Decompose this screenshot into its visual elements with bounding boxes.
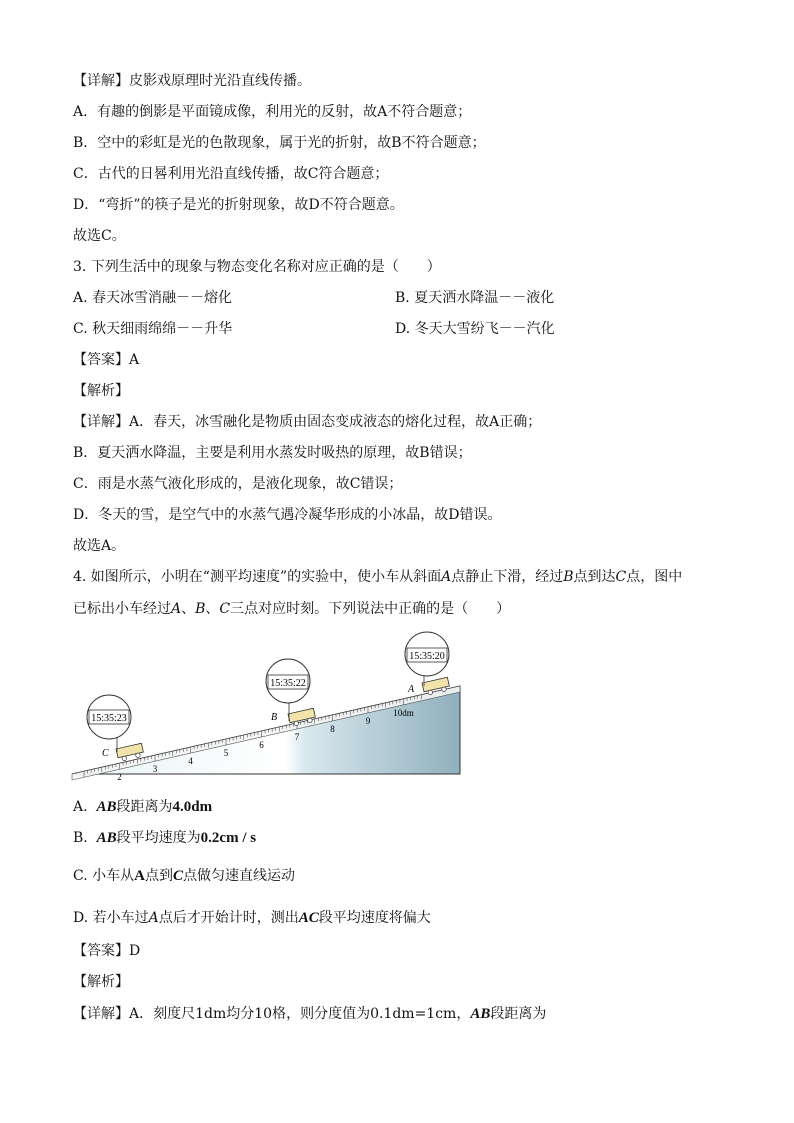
q4-analysis: 【解析】 xyxy=(73,974,129,990)
ruler-label: 2 xyxy=(117,772,122,783)
ruler-label: 6 xyxy=(259,740,264,751)
q3-conclusion: 故选A。 xyxy=(73,538,126,554)
ruler-label: 4 xyxy=(188,756,193,767)
q2-detail-d: D．“弯折”的筷子是光的折射现象，故D不符合题意。 xyxy=(73,197,404,213)
q2-detail-b: B．空中的彩虹是光的色散现象，属于光的折射，故B不符合题意； xyxy=(73,135,486,151)
clock-a xyxy=(405,632,449,676)
q2-detail-c: C．古代的日晷利用光沿直线传播，故C符合题意； xyxy=(73,166,389,182)
q4-option-d: D. 若小车过A点后才开始计时，测出AC段平均速度将偏大 xyxy=(73,910,431,926)
q2-detail-intro: 【详解】皮影戏原理时光沿直线传播。 xyxy=(73,73,311,89)
q3-detail-d: D．冬天的雪，是空气中的水蒸气遇冷凝华形成的小冰晶，故D错误。 xyxy=(73,507,502,523)
label-b: B xyxy=(271,712,278,723)
clock-b-time: 15:35:22 xyxy=(270,678,306,689)
q3-option-d: D. 冬天大雪纷飞－－汽化 xyxy=(395,321,555,337)
label-a: A xyxy=(408,684,415,695)
q3-detail-a: 【详解】A．春天，冰雪融化是物质由固态变成液态的熔化过程，故A正确； xyxy=(73,414,542,430)
label-c: C xyxy=(102,748,109,759)
q4-option-a: A. AB段距离为4.0dm xyxy=(73,799,213,815)
q2-conclusion: 故选C。 xyxy=(73,228,126,244)
clock-b xyxy=(266,659,310,703)
q3-analysis: 【解析】 xyxy=(73,383,129,399)
q3-stem: 3. 下列生活中的现象与物态变化名称对应正确的是（ ） xyxy=(73,259,441,275)
ruler-label: 3 xyxy=(152,764,158,775)
ruler-label: 7 xyxy=(294,731,300,742)
ruler-label: 9 xyxy=(365,715,371,726)
q3-option-c: C. 秋天细雨绵绵－－升华 xyxy=(73,321,233,337)
q2-detail-a: A．有趣的倒影是平面镜成像，利用光的反射，故A不符合题意； xyxy=(73,104,472,120)
q4-stem-line1: 4. 如图所示，小明在“测平均速度”的实验中，使小车从斜面A点静止下滑，经过B点到达C点，图中 xyxy=(73,569,683,585)
q3-detail-b: B．夏天洒水降温，主要是利用水蒸发时吸热的原理，故B错误； xyxy=(73,445,472,461)
ruler-label: 10dm xyxy=(393,707,414,718)
q3-detail-c: C．雨是水蒸气液化形成的，是液化现象，故C错误； xyxy=(73,476,403,492)
q4-answer: 【答案】D xyxy=(73,943,141,959)
q4-option-b: B. AB段平均速度为0.2cm / s xyxy=(73,830,257,846)
clock-c-time: 15:35:23 xyxy=(91,713,127,724)
q3-answer: 【答案】A xyxy=(73,352,140,368)
incline-figure xyxy=(66,628,466,783)
q4-stem-line2: 已标出小车经过A、B、C三点对应时刻。下列说法中正确的是（ ） xyxy=(73,601,511,617)
q3-option-a: A. 春天冰雪消融－－熔化 xyxy=(73,290,233,306)
point-a-label: A xyxy=(441,569,452,585)
clock-a-time: 15:35:20 xyxy=(409,651,445,662)
q4-option-c: C. 小车从A点到C点做匀速直线运动 xyxy=(73,868,295,884)
ruler-label: 8 xyxy=(330,723,335,734)
point-c-label: C xyxy=(615,569,627,585)
q4-detail: 【详解】A．刻度尺1dm均分10格，则分度值为0.1dm=1cm，AB段距离为 xyxy=(73,1006,547,1022)
clock-c xyxy=(87,695,131,739)
point-b-label: B xyxy=(563,569,574,585)
q3-option-b: B. 夏天洒水降温－－液化 xyxy=(395,290,555,306)
ruler-label: 5 xyxy=(223,748,229,759)
